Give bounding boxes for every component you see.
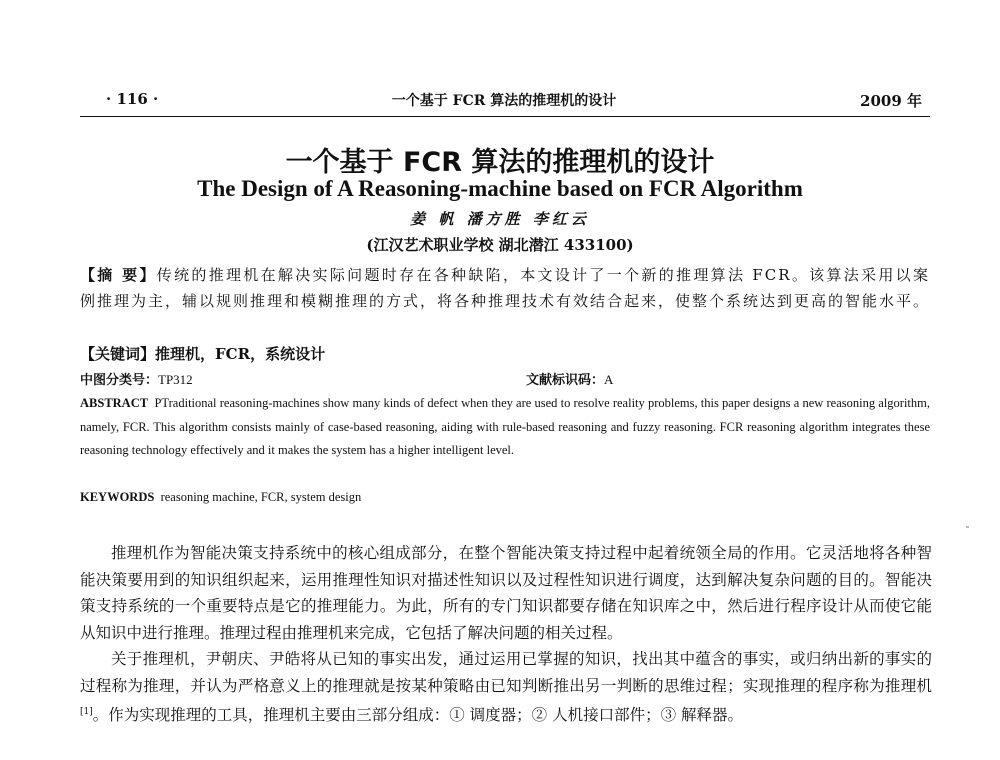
abstract-english [80,392,930,463]
journal-year: 2009 年 [860,92,922,110]
scan-speck [966,526,969,528]
title-chinese: 一个基于 FCR 算法的推理机的设计 [285,147,715,178]
paragraph-2-part-b: 。作为实现推理的工具，推理机主要由三部分组成：① 调度器；② 人机接口部件；③ 解释器。 [92,706,744,725]
title-english: The Design of A Reasoning-machine based on FCR Algorithm [197,176,803,201]
abstract-text: 传统的推理机在解决实际问题时存在各种缺陷，本文设计了一个新的推理算法 FCR。该算法采用以案例推理为主，辅以规则推理和模糊推理的方式，将各种推理技术有效结合起来，使整个系统达到更高的智能水平。 [80,266,931,310]
abstract-en-label: ABSTRACT [80,396,149,410]
running-title: 一个基于 FCR 算法的推理机的设计 [391,93,617,109]
classification-line [80,369,930,388]
body-paragraph-1: 推理机作为智能决策支持系统中的核心组成部分，在整个智能决策支持过程中起着统领全局的作用。它灵活地将各种智能决策要用到的知识组织起来，运用推理性知识对描述性知识以及过程性知识进行调度，达到解决复杂问题的目的。智能决策支持系统的一个重要特点是它的推理能力。为此，所有的专门知识都要存储在知识库之中，然后进行程序设计从而使它能从知识中进行推理。推理过程由推理机来完成，它包括了解决问题的相关过程。 [80,544,932,642]
clc-value: TP312 [158,372,193,387]
affiliation: (江汉艺术职业学校 湖北潜江 433100) [366,236,634,254]
abstract-label: 【摘 要】 [80,266,157,284]
citation-1: [1] [80,707,93,717]
doc-code-label: 文献标识码： [526,373,605,388]
authors: 姜 帆 潘方胜 李红云 [410,210,590,228]
keywords-english [80,490,930,505]
clc-label: 中图分类号： [80,373,159,388]
body-paragraph-2 [80,646,932,729]
page-number: · 116 · [106,90,159,108]
keywords-en-label: KEYWORDS [80,490,155,504]
body-text [80,540,932,729]
paragraph-2-part-a: 关于推理机，尹朝庆、尹皓将从已知的事实出发，通过运用已掌握的知识，找出其中蕴含的事实，或归纳出新的事实的过程称为推理，并认为严格意义上的推理就是按某种策略由已知判断推出另一判断的思维过程；实现推理的程序称为推理机 [80,650,932,695]
running-header [78,90,930,114]
doc-code-value: A [604,372,614,387]
keywords-label: 【关键词】 [80,345,156,363]
keywords-chinese [80,343,930,364]
header-rule [80,116,930,117]
keywords-text: 推理机，FCR，系统设计 [155,345,326,363]
abstract-chinese [80,262,930,314]
document-code [526,369,613,388]
keywords-en-text: reasoning machine, FCR, system design [160,490,362,504]
abstract-en-text: PTraditional reasoning-machines show many kinds of defect when they are used to resolve reality problems, this paper designs a new reasoning algorithm, namely, FCR. This algorithm consists mainly of case-based reasoning, aiding with rule-based reasoning and fuzzy reasoning. FCR reasoning algorithm integrates these reasoning technology effectively and it makes the system has a higher intelligent level. [80,396,931,457]
